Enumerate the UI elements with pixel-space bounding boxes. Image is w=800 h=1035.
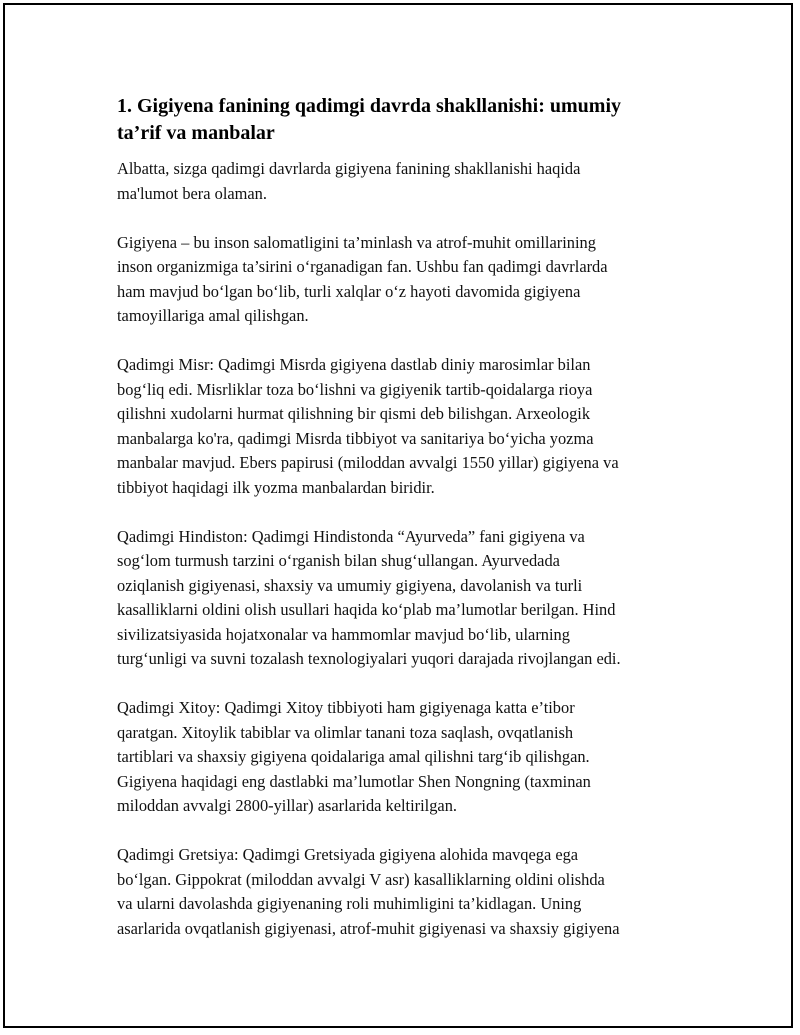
text-line: turg‘unligi va suvni tozalash texnologiyalari yuqori darajada rivojlangan edi. (117, 649, 621, 668)
text-line: oziqlanish gigiyenasi, shaxsiy va umumiy gigiyena, davolanish va turli (117, 575, 583, 595)
text-line: kasalliklarni oldini olish usullari haqida ko‘plab ma’lumotlar berilgan. Hind (117, 600, 616, 619)
text-line: bog‘liq edi. Misrliklar toza bo‘lishni va gigiyenik tartib-qoidalarga rioya (117, 379, 593, 399)
text-line: qaratgan. Xitoylik tabiblar va olimlar tanani toza saqlash, ovqatlanish (117, 722, 574, 742)
document-body (117, 93, 687, 941)
text-line: tibbiyot haqidagi ilk yozma manbalardan biridir. (117, 477, 435, 497)
text-line: Qadimgi Hindiston: Qadimgi Hindistonda “Ayurveda” fani gigiyena va (117, 526, 585, 546)
text-line: manbalar mavjud. Ebers papirusi (miloddan avvalgi 1550 yillar) gigiyena va (117, 453, 619, 472)
text-line: sog‘lom turmush tarzini o‘rganish bilan shug‘ullangan. Ayurvedada (117, 551, 560, 570)
paragraph-intro (117, 157, 687, 206)
text-line: asarlarida ovqatlanish gigiyenasi, atrof-muhit gigiyenasi va shaxsiy gigiyena (117, 918, 620, 938)
text-line: qilishni xudolarni hurmat qilishning bir qismi deb bilishgan. Arxeologik (117, 404, 591, 423)
paragraph-definition (117, 231, 687, 329)
heading-line: 1. Gigiyena fanining qadimgi davrda shakllanishi: umumiy (117, 95, 622, 117)
section-heading (117, 93, 687, 147)
text-line: Gigiyena haqidagi eng dastlabki ma’lumotlar Shen Nongning (taxminan (117, 771, 591, 791)
text-line: ham mavjud bo‘lgan bo‘lib, turli xalqlar o‘z hayoti davomida gigiyena (117, 281, 581, 301)
text-line: bo‘lgan. Gippokrat (miloddan avvalgi V asr) kasalliklarning oldini olishda (117, 869, 605, 889)
text-line: Qadimgi Gretsiya: Qadimgi Gretsiyada gigiyena alohida mavqega ega (117, 845, 579, 864)
text-line: Qadimgi Misr: Qadimgi Misrda gigiyena dastlab diniy marosimlar bilan (117, 355, 591, 374)
text-line: tartiblari va shaxsiy gigiyena qoidalariga amal qilishni targ‘ib qilishgan. (117, 747, 590, 766)
text-line: manbalarga ko'ra, qadimgi Misrda tibbiyot va sanitariya bo‘yicha yozma (117, 428, 594, 448)
text-line: tamoyillariga amal qilishgan. (117, 306, 309, 325)
text-line: Qadimgi Xitoy: Qadimgi Xitoy tibbiyoti ham gigiyenaga katta e’tibor (117, 698, 575, 717)
text-line: miloddan avvalgi 2800-yillar) asarlarida keltirilgan. (117, 796, 457, 815)
heading-line: ta’rif va manbalar (117, 122, 275, 144)
paragraph-india (117, 525, 687, 672)
text-line: va ularni davolashda gigiyenaning roli muhimligini ta’kidlagan. Uning (117, 894, 582, 913)
text-line: Gigiyena – bu inson salomatligini ta’minlash va atrof-muhit omillarining (117, 232, 596, 252)
text-line: sivilizatsiyasida hojatxonalar va hammomlar mavjud bo‘lib, ularning (117, 624, 570, 644)
text-line: ma'lumot bera olaman. (117, 183, 267, 203)
text-line: Albatta, sizga qadimgi davrlarda gigiyena fanining shakllanishi haqida (117, 159, 581, 178)
paragraph-egypt (117, 353, 687, 500)
text-line: inson organizmiga ta’sirini o‘rganadigan fan. Ushbu fan qadimgi davrlarda (117, 257, 608, 276)
paragraph-greece (117, 843, 687, 941)
paragraph-china (117, 696, 687, 819)
